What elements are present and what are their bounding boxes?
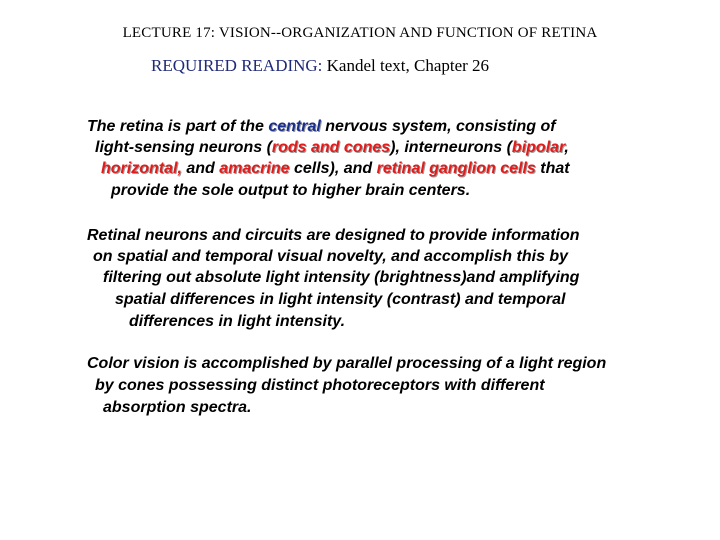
paragraph2-line-2: on spatial and temporal visual novelty, and accomplish this by [93, 248, 569, 265]
text-segment: nervous system, consisting of [320, 118, 556, 135]
paragraph1-line-3 [101, 158, 570, 179]
paragraph2-line-1: Retinal neurons and circuits are designed to provide information [87, 227, 580, 244]
text-segment: and [181, 160, 220, 177]
paragraph3-line-3: absorption spectra. [103, 399, 252, 416]
paragraph2-line-3: filtering out absolute light intensity (brightness)and amplifying [103, 269, 580, 286]
required-reading-label: REQUIRED READING: [151, 56, 323, 75]
paragraph1-line-4: provide the sole output to higher brain centers. [111, 182, 471, 199]
text-segment: The retina is part of the [87, 118, 269, 135]
paragraph3-line-2: by cones possessing distinct photoreceptors with different [95, 377, 545, 394]
highlight-amacrine: amacrine [219, 160, 290, 177]
text-segment: light-sensing neurons ( [95, 139, 272, 156]
highlight-retinal-ganglion-cells: retinal ganglion cells [376, 160, 536, 177]
text-segment: that [535, 160, 570, 177]
highlight-horizontal: horizontal, [101, 160, 182, 177]
highlight-bipolar: bipolar [511, 139, 565, 156]
required-reading-value: Kandel text, Chapter 26 [326, 56, 490, 75]
paragraph3-line-1: Color vision is accomplished by parallel processing of a light region [87, 355, 607, 372]
text-segment: cells), and [289, 160, 377, 177]
text-segment: ), interneurons ( [390, 139, 512, 156]
lecture-title: LECTURE 17: VISION--ORGANIZATION AND FUNCTION OF RETINA [122, 25, 598, 41]
required-reading [151, 56, 489, 76]
paragraph2-line-4: spatial differences in light intensity (contrast) and temporal [115, 291, 566, 308]
highlight-rods-and-cones: rods and cones [271, 139, 391, 156]
highlight-central: central [268, 118, 321, 135]
paragraph1-line-2 [95, 137, 569, 158]
paragraph1-line-1 [87, 116, 556, 137]
text-segment: , [564, 139, 569, 156]
paragraph2-line-5: differences in light intensity. [129, 313, 346, 330]
